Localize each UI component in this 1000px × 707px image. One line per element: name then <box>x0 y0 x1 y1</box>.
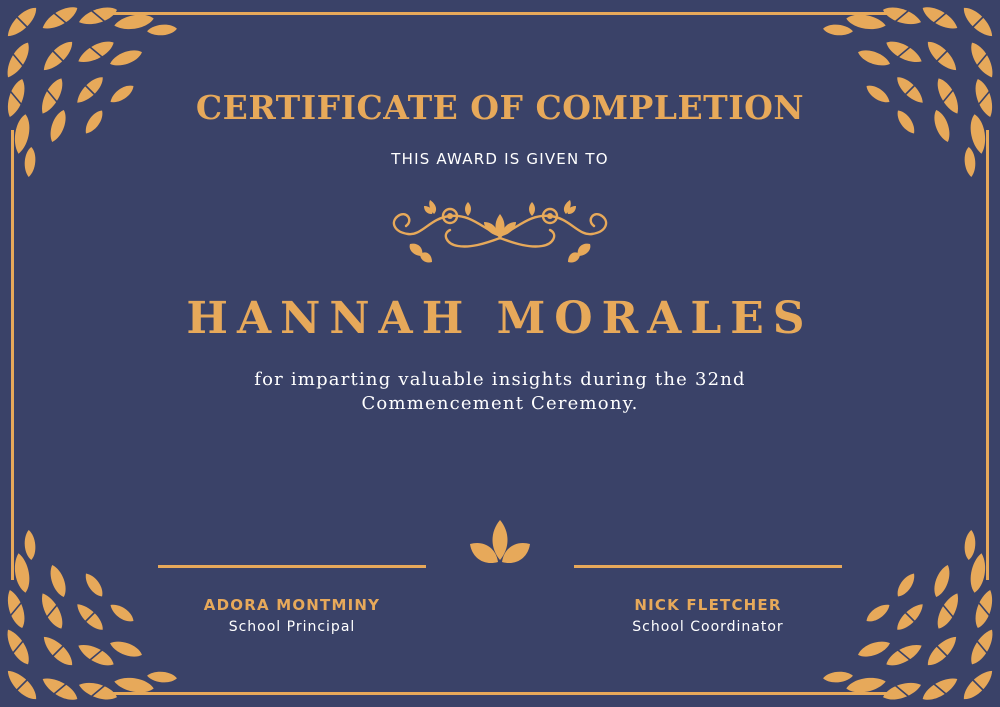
recipient-name: HANNAH MORALES <box>186 293 814 344</box>
signatory-name-right: NICK FLETCHER <box>634 596 782 614</box>
floral-flourish-icon <box>380 196 620 268</box>
signature-line-left <box>158 565 426 568</box>
corner-leaf-cluster-icon <box>810 517 1000 707</box>
signatory-role-left: School Principal <box>228 619 356 635</box>
border-bottom <box>100 692 900 695</box>
signatory-role-right: School Coordinator <box>632 619 784 635</box>
award-subtitle: THIS AWARD IS GIVEN TO <box>391 150 609 168</box>
signatory-name-left: ADORA MONTMINY <box>203 596 381 614</box>
award-reason: for imparting valuable insights during the 32nd Commencement Ceremony. <box>254 369 746 414</box>
border-right <box>986 130 989 580</box>
lotus-icon <box>466 516 534 572</box>
border-top <box>100 12 900 15</box>
certificate-title: CERTIFICATE OF COMPLETION <box>195 88 805 127</box>
border-left <box>11 130 14 580</box>
signature-line-right <box>574 565 842 568</box>
